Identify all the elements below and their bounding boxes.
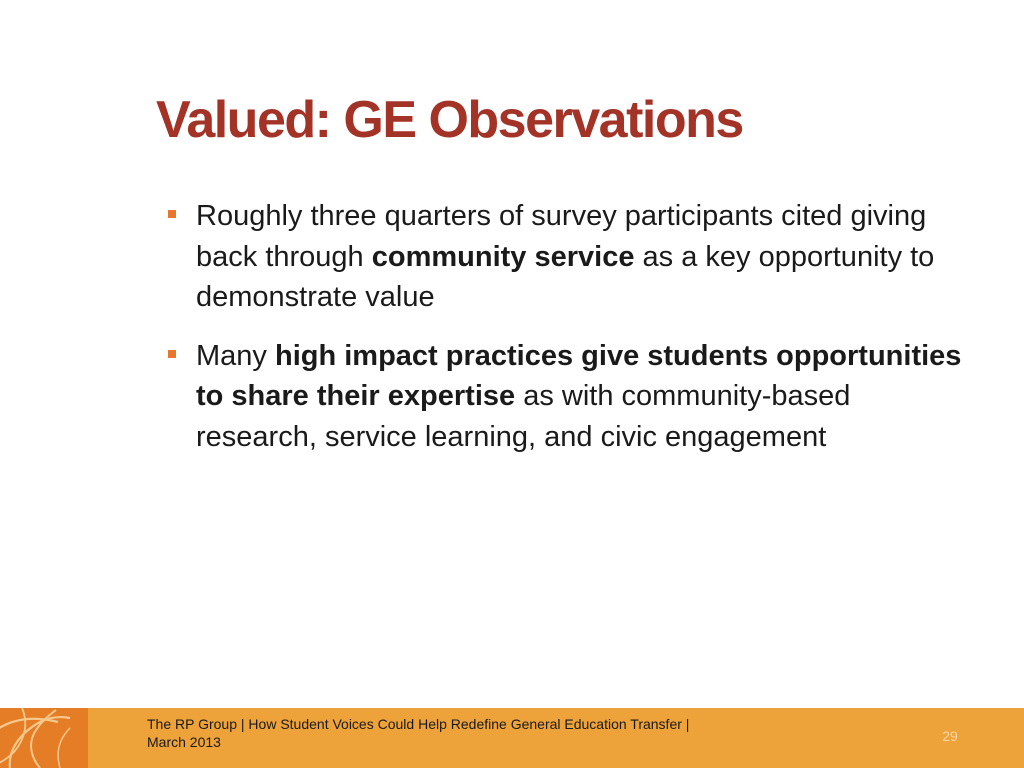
footer-text: [147, 715, 787, 751]
bullet-item: [164, 336, 964, 458]
square-bullet-icon: [168, 350, 176, 358]
bullet-text-part: as a key opportunity to demonstrate value: [196, 240, 935, 313]
bullet-text-bold: high impact practices give students opportunities to share their expertise: [196, 339, 962, 412]
footer-bar: [0, 708, 1024, 768]
bullet-text-part: as with community-based research, service learning, and civic engagement: [196, 380, 851, 453]
bullet-text: [196, 340, 961, 453]
footer-line-1: The RP Group | How Student Voices Could Help Redefine General Education Transfer |: [147, 716, 690, 732]
page-number: 29: [942, 728, 958, 744]
bullet-text-bold: community service: [371, 240, 635, 273]
bullet-item: [164, 196, 964, 318]
rp-group-swirl-logo-icon: [0, 708, 88, 768]
square-bullet-icon: [168, 210, 176, 218]
bullet-text-part: Many: [196, 339, 275, 372]
slide-title: Valued: GE Observations: [156, 91, 743, 149]
bullet-text: [196, 200, 934, 313]
bullet-list: [164, 196, 964, 475]
bullet-text-part: Roughly three quarters of survey participants cited giving back through: [196, 200, 927, 273]
footer-line-2: March 2013: [147, 734, 221, 750]
